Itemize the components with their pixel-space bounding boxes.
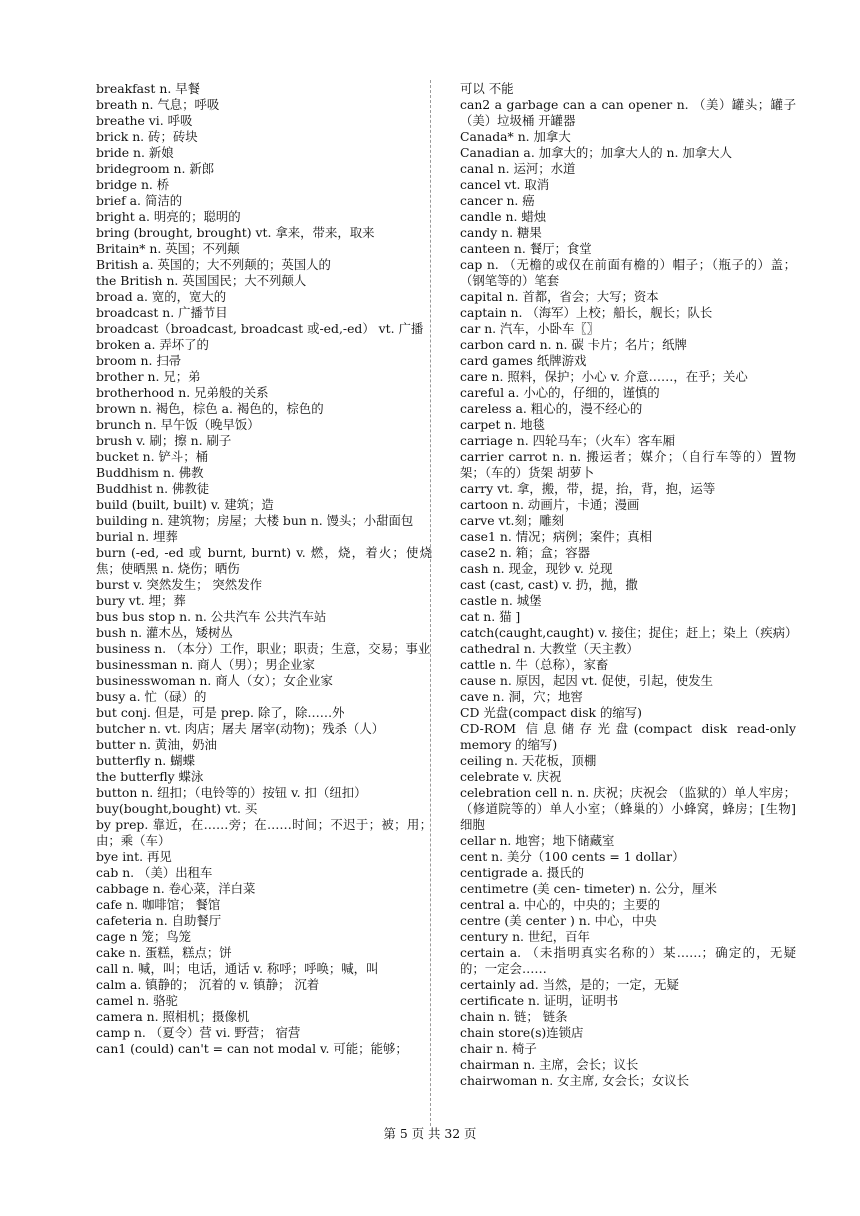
vocab-entry: brunch n. 早午饭（晚早饭） — [96, 417, 260, 432]
vocab-entry: breathe vi. 呼吸 — [96, 113, 193, 128]
left-column — [96, 81, 432, 1057]
vocab-entry: carbon card n. n. 碳 卡片；名片；纸牌 — [460, 337, 687, 352]
vocab-entry: bright a. 明亮的；聪明的 — [96, 209, 241, 224]
vocab-entry: century n. 世纪，百年 — [460, 929, 590, 944]
vocab-entry: Canada* n. 加拿大 — [460, 129, 571, 144]
vocab-entry: canteen n. 餐厅；食堂 — [460, 241, 592, 256]
vocab-entry: chairman n. 主席，会长；议长 — [460, 1057, 639, 1072]
vocab-entry: by prep. 靠近，在……旁；在……时间；不迟于；被；用；由；乘（车） — [96, 817, 432, 848]
vocab-entry: but conj. 但是，可是 prep. 除了，除……外 — [96, 705, 345, 720]
vocab-entry: can2 a garbage can a can opener n. （美）罐头；罐子 （美）垃圾桶 开罐器 — [460, 97, 796, 128]
vocab-entry: carrier carrot n. n. 搬运者；媒介；（自行车等的）置物架；（车的）货架 胡萝卜 — [460, 449, 796, 480]
vocab-entry: cafe n. 咖啡馆； 餐馆 — [96, 897, 221, 912]
vocab-entry: cave n. 洞，穴；地窖 — [460, 689, 583, 704]
vocab-entry: careful a. 小心的，仔细的，谨慎的 — [460, 385, 660, 400]
vocab-entry: burn (-ed, -ed 或 burnt, burnt) v. 燃，烧，着火；使烧焦；使晒黑 n. 烧伤；晒伤 — [96, 545, 432, 576]
vocab-entry: cancel vt. 取消 — [460, 177, 550, 192]
vocab-entry: cash n. 现金，现钞 v. 兑现 — [460, 561, 613, 576]
vocab-entry: camp n. （夏令）营 vi. 野营； 宿营 — [96, 1025, 301, 1040]
vocab-entry: central a. 中心的，中央的；主要的 — [460, 897, 661, 912]
vocab-entry: brown n. 褐色，棕色 a. 褐色的，棕色的 — [96, 401, 324, 416]
vocab-entry: certificate n. 证明，证明书 — [460, 993, 619, 1008]
vocab-entry: broadcast（broadcast, broadcast 或-ed,-ed） vt. 广播 — [96, 321, 424, 336]
vocab-entry: cat n. 猫 ] — [460, 609, 521, 624]
vocab-entry: burial n. 埋葬 — [96, 529, 178, 544]
vocab-entry: carry vt. 拿，搬，带，提，抬，背，抱，运等 — [460, 481, 716, 496]
vocab-entry: business n. （本分）工作，职业；职责；生意，交易；事业 — [96, 641, 431, 656]
vocab-entry: cast (cast, cast) v. 扔，抛，撒 — [460, 577, 638, 592]
vocab-entry: brotherhood n. 兄弟般的关系 — [96, 385, 269, 400]
vocab-entry: camera n. 照相机；摄像机 — [96, 1009, 250, 1024]
vocab-entry: cap n. （无檐的或仅在前面有檐的）帽子；（瓶子的）盖；（钢笔等的）笔套 — [460, 257, 796, 288]
vocab-entry: centigrade a. 摄氏的 — [460, 865, 585, 880]
vocab-entry: celebration cell n. n. 庆祝；庆祝会 （监狱的）单人牢房；（修道院等的）单人小室；（蜂巢的）小蜂窝，蜂房；[生物] 细胞 — [460, 785, 796, 832]
vocab-entry: brief a. 简洁的 — [96, 193, 183, 208]
vocab-entry: celebrate v. 庆祝 — [460, 769, 562, 784]
vocab-entry: Britain* n. 英国；不列颠 — [96, 241, 240, 256]
vocab-entry: certain a. （未指明真实名称的）某……；确定的，无疑的；一定会…… — [460, 945, 796, 976]
vocab-entry: British a. 英国的；大不列颠的；英国人的 — [96, 257, 331, 272]
vocab-entry: cage n 笼；鸟笼 — [96, 929, 192, 944]
vocab-entry: chair n. 椅子 — [460, 1041, 537, 1056]
vocab-entry: burst v. 突然发生； 突然发作 — [96, 577, 262, 592]
vocab-entry: castle n. 城堡 — [460, 593, 542, 608]
vocab-entry: cabbage n. 卷心菜，洋白菜 — [96, 881, 256, 896]
vocab-entry: 可以 不能 — [460, 81, 514, 96]
vocab-entry: chain n. 链； 链条 — [460, 1009, 568, 1024]
vocab-entry: case2 n. 箱；盒；容器 — [460, 545, 591, 560]
vocab-entry: businesswoman n. 商人（女）；女企业家 — [96, 673, 333, 688]
page-footer: 第 5 页 共 32 页 — [383, 1126, 477, 1141]
vocab-entry: can1 (could) can't = can not modal v. 可能；能够； — [96, 1041, 408, 1056]
vocab-entry: buy(bought,bought) vt. 买 — [96, 801, 258, 816]
vocab-entry: the butterfly 蝶泳 — [96, 769, 204, 784]
vocab-entry: certainly ad. 当然，是的；一定，无疑 — [460, 977, 679, 992]
vocab-entry: broadcast n. 广播节目 — [96, 305, 228, 320]
vocab-entry: Buddhist n. 佛教徒 — [96, 481, 210, 496]
vocab-entry: carpet n. 地毯 — [460, 417, 546, 432]
vocab-entry: cartoon n. 动画片，卡通；漫画 — [460, 497, 640, 512]
vocab-entry: calm a. 镇静的； 沉着的 v. 镇静； 沉着 — [96, 977, 320, 992]
vocab-entry: car n. 汽车，小卧车〖〗 — [460, 321, 600, 336]
vocab-entry: build (built, built) v. 建筑；造 — [96, 497, 274, 512]
vocab-entry: chain store(s)连锁店 — [460, 1025, 584, 1040]
vocab-entry: cent n. 美分（100 cents = 1 dollar） — [460, 849, 685, 864]
vocab-entry: butter n. 黄油，奶油 — [96, 737, 217, 752]
vocab-entry: busy a. 忙（碌）的 — [96, 689, 207, 704]
vocab-entry: the British n. 英国国民；大不列颠人 — [96, 273, 307, 288]
vocab-entry: candle n. 蜡烛 — [460, 209, 547, 224]
column-divider — [430, 80, 431, 1126]
vocab-entry: cathedral n. 大教堂（天主教） — [460, 641, 639, 656]
vocab-entry: card games 纸牌游戏 — [460, 353, 587, 368]
vocab-entry: captain n. （海军）上校；船长，舰长；队长 — [460, 305, 713, 320]
vocab-entry: careless a. 粗心的，漫不经心的 — [460, 401, 643, 416]
vocab-entry: CD-ROM 信息储存光盘(compact disk read-only memory 的缩写) — [460, 721, 796, 752]
vocab-entry: bucket n. 铲斗；桶 — [96, 449, 209, 464]
vocab-entry: ceiling n. 天花板，顶棚 — [460, 753, 597, 768]
vocab-entry: businessman n. 商人（男）；男企业家 — [96, 657, 315, 672]
vocab-entry: bride n. 新娘 — [96, 145, 174, 160]
vocab-entry: bridge n. 桥 — [96, 177, 170, 192]
vocab-entry: capital n. 首都，省会；大写；资本 — [460, 289, 659, 304]
vocab-entry: CD 光盘(compact disk 的缩写) — [460, 705, 642, 720]
vocab-entry: cause n. 原因，起因 vt. 促使，引起，使发生 — [460, 673, 714, 688]
vocab-entry: bus bus stop n. n. 公共汽车 公共汽车站 — [96, 609, 327, 624]
vocab-entry: canal n. 运河；水道 — [460, 161, 576, 176]
vocab-entry: butcher n. vt. 肉店；屠夫 屠宰(动物)；残杀（人） — [96, 721, 385, 736]
vocab-entry: centre (美 center ) n. 中心，中央 — [460, 913, 657, 928]
vocab-entry: bye int. 再见 — [96, 849, 172, 864]
vocab-entry: Buddhism n. 佛教 — [96, 465, 204, 480]
vocab-entry: breakfast n. 早餐 — [96, 81, 200, 96]
vocab-entry: brush v. 刷；擦 n. 刷子 — [96, 433, 232, 448]
vocab-entry: breath n. 气息；呼吸 — [96, 97, 220, 112]
right-column — [460, 81, 796, 1089]
vocab-entry: butterfly n. 蝴蝶 — [96, 753, 195, 768]
vocab-entry: cab n. （美）出租车 — [96, 865, 213, 880]
vocab-entry: broom n. 扫帚 — [96, 353, 182, 368]
vocab-entry: broad a. 宽的，宽大的 — [96, 289, 227, 304]
vocab-entry: bush n. 灌木丛，矮树丛 — [96, 625, 233, 640]
vocab-entry: cellar n. 地窖；地下储藏室 — [460, 833, 615, 848]
vocab-entry: Canadian a. 加拿大的；加拿大人的 n. 加拿大人 — [460, 145, 732, 160]
vocab-entry: care n. 照料，保护；小心 v. 介意……，在乎；关心 — [460, 369, 748, 384]
vocab-entry: cancer n. 癌 — [460, 193, 535, 208]
vocab-entry: chairwoman n. 女主席, 女会长；女议长 — [460, 1073, 689, 1088]
vocab-entry: centimetre (美 cen- timeter) n. 公分，厘米 — [460, 881, 717, 896]
vocab-entry: broken a. 弄坏了的 — [96, 337, 209, 352]
vocab-entry: carriage n. 四轮马车；（火车）客车厢 — [460, 433, 676, 448]
vocab-entry: brick n. 砖；砖块 — [96, 129, 198, 144]
vocab-entry: catch(caught,caught) v. 接住；捉住；赶上；染上（疾病） — [460, 625, 798, 640]
vocab-entry: button n. 纽扣；（电铃等的）按钮 v. 扣（纽扣） — [96, 785, 367, 800]
vocab-entry: call n. 喊，叫；电话，通话 v. 称呼；呼唤；喊，叫 — [96, 961, 379, 976]
vocab-entry: brother n. 兄；弟 — [96, 369, 201, 384]
vocab-entry: cake n. 蛋糕，糕点；饼 — [96, 945, 232, 960]
vocab-entry: bridegroom n. 新郎 — [96, 161, 215, 176]
vocab-entry: carve vt.刻；雕刻 — [460, 513, 565, 528]
vocab-entry: camel n. 骆驼 — [96, 993, 178, 1008]
vocab-entry: cafeteria n. 自助餐厅 — [96, 913, 222, 928]
vocab-entry: building n. 建筑物；房屋；大楼 bun n. 馒头；小甜面包 — [96, 513, 414, 528]
vocab-entry: candy n. 糖果 — [460, 225, 542, 240]
vocab-entry: case1 n. 情况；病例；案件；真相 — [460, 529, 652, 544]
vocab-entry: cattle n. 牛（总称），家畜 — [460, 657, 609, 672]
vocab-entry: bury vt. 埋；葬 — [96, 593, 186, 608]
vocab-entry: bring (brought, brought) vt. 拿来，带来，取来 — [96, 225, 375, 240]
